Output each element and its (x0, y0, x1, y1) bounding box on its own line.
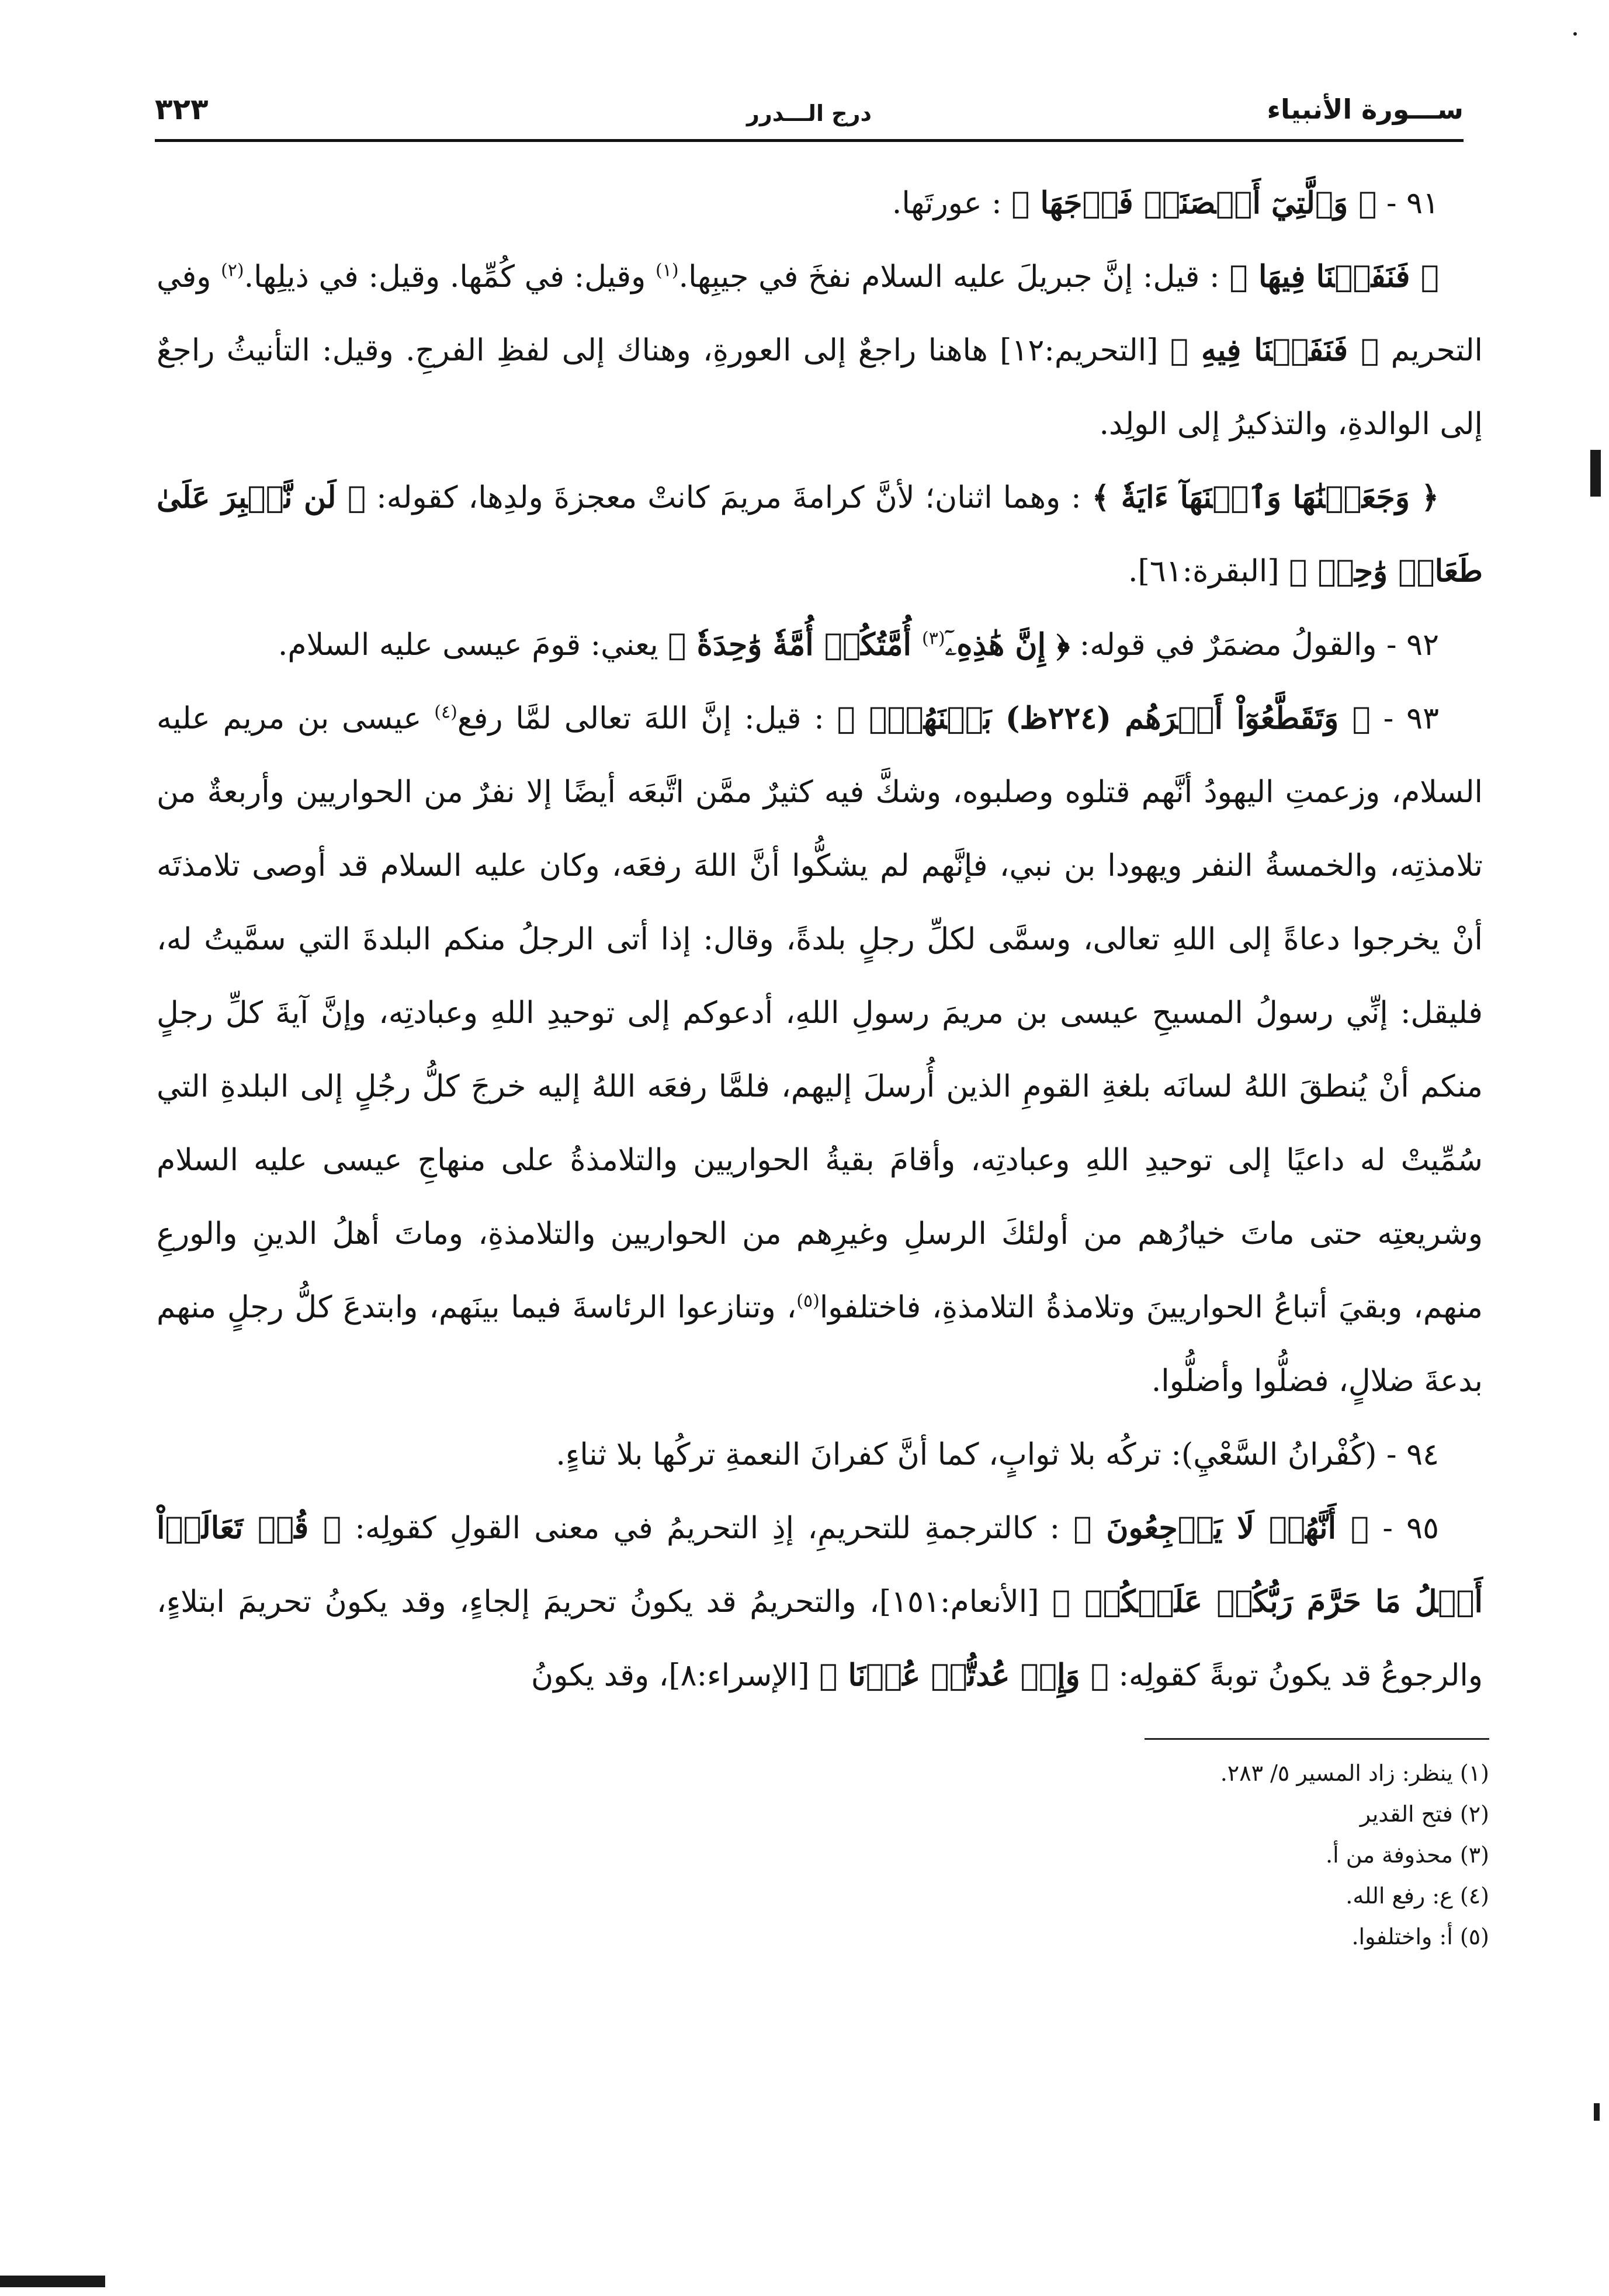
scan-mark-right-edge-lower (1594, 2103, 1600, 2121)
quran-quote: ﴿ فَنَفَخۡنَا فِيهِ ﴾ (1170, 332, 1379, 368)
text-run: ٩٥ - (1369, 1511, 1439, 1546)
text-run: [الإسراء:٨]، وقد يكونُ (531, 1658, 820, 1693)
paragraph (157, 682, 1483, 1418)
footnote-divider (1145, 1738, 1489, 1740)
footnote-marker: (٢) (221, 260, 244, 281)
text-run: ٩٢ - والقولُ مضمَرٌ في قوله: (1070, 627, 1439, 663)
paragraph (157, 1418, 1483, 1492)
text-run: : وهما اثنان؛ لأنَّ كرامةَ مريمَ كانتْ معجزةَ ولدِها، كقوله: (366, 480, 1092, 515)
scan-mark-bottom-left (0, 2276, 105, 2287)
text-run: ٩١ - (1376, 186, 1439, 221)
footnotes (613, 1753, 1489, 1957)
text-run: يعني: قومَ عيسى عليه السلام. (278, 627, 668, 663)
quran-quote: ﴿ إِنَّ هَٰذِهِۦٓ (945, 627, 1070, 663)
text-run: وفي التحريم (157, 259, 1483, 368)
quran-quote: ﴿ فَنَفَخۡنَا فِيهَا ﴾ (1229, 259, 1439, 294)
quran-quote: ﴿ وَإِنۡ عُدتُّمۡ عُدۡنَا ﴾ (819, 1657, 1109, 1693)
text-run: ٩٣ - (1370, 701, 1439, 736)
footnote: (٣) محذوفة من أ. (1326, 1842, 1489, 1868)
header-divider (155, 139, 1464, 142)
footnote: (٤) ع: رفع الله. (1346, 1883, 1489, 1909)
text-run: [البقرة:٦١]. (1128, 554, 1289, 589)
text-run: [التحريم:١٢] هاهنا راجعٌ إلى العورةِ، وهناك إلى لفظِ الفرجِ. وقيل: التأنيثُ راجعٌ إلى الوالدةِ، والتذكيرُ إلى الولِد. (157, 333, 1483, 442)
text-run: : كالترجمةِ للتحريمِ، إذِ التحريمُ في معنى القولِ كقولِه: (341, 1511, 1074, 1546)
text-run: وقيل: في كُمِّها. وقيل: في ذيلِها. (244, 259, 656, 294)
paragraph (157, 608, 1483, 682)
paragraph (157, 167, 1483, 240)
text-run: عيسى بن مريم عليه السلام، وزعمتِ اليهودُ أنَّهم قتلوه وصلبوه، وشكَّ فيه كثيرٌ ممَّن اتَّبعَه أيضًا إلا نفرٌ من الحواريين وأربعةٌ من تلامذتِه، والخمسةُ النفر ويهودا بن نبي، فإنَّهم لم يشكُّوا أنَّ اللهَ رفعَه، وكان عليه السلام قد أوصى تلامذتَه أنْ يخرجوا دعاةً إلى اللهِ تعالى، وسمَّى لكلِّ رجلٍ بلدةً، وقال: إذا أتى الرجلُ منكم البلدةَ التي سمَّيتُ له، فليقل: إنِّي رسولُ المسيحِ عيسى بن مريمَ رسولِ اللهِ، أدعوكم إلى توحيدِ اللهِ وعبادتِه، وإنَّ آيةَ كلِّ رجلٍ منكم أنْ يُنطقَ اللهُ لسانَه بلغةِ القومِ الذين أُرسلَ إليهم، فلمَّا رفعَه اللهُ إليه خرجَ كلُّ رجُلٍ إلى البلدةِ التي سُمِّيتْ له داعيًا إلى توحيدِ اللهِ وعبادتِه، وأقامَ بقيةُ الحواريين والتلامذةُ على منهاجِ عيسى عليه السلام وشريعتِه حتى ماتَ خيارُهم من أولئكَ الرسلِ وغيرِهم من الحواريين والتلامذةِ، وماتَ أهلُ الدينِ والورعِ منهم، وبقيَ أتباعُ الحواريينَ وتلامذةُ التلامذةِ، فاختلفوا (157, 701, 1483, 1325)
page-header (155, 88, 1464, 140)
footnote: (٢) فتح القدير (1360, 1801, 1489, 1827)
text-run: [الأنعام:١٥١]، والتحريمُ قد يكونُ تحريمَ إلجاءٍ، وقد يكونُ تحريمَ ابتلاءٍ، والرجوعُ قد يكونُ توبةً كقولِه: (157, 1584, 1483, 1693)
paragraph (157, 240, 1483, 461)
footnote: (١) ينظر: زاد المسير ٥/ ٢٨٣. (1220, 1760, 1489, 1786)
text-run: ، وتنازعوا الرئاسةَ فيما بينَهم، وابتدعَ كلُّ رجلٍ منهم بدعةَ ضلالٍ، فضلُّوا وأضلُّوا. (157, 1290, 1483, 1399)
book-title: درج الـــدرر (747, 100, 872, 126)
scan-mark-right-edge (1590, 450, 1601, 497)
quran-quote: ﴿ لَن نَّصۡبِرَ عَلَىٰ طَعَامٖ وَٰحِدٖ ﴾ (157, 480, 1483, 589)
text-run: : قيل: إنَّ جبريلَ عليه السلام نفخَ في جيبِها. (678, 259, 1230, 294)
footnote: (٥) أ: واختلفوا. (1351, 1924, 1489, 1950)
footnote-marker: (٤) (434, 702, 457, 723)
quran-quote: ﴿ أَنَّهُمۡ لَا يَرۡجِعُونَ ﴾ (1073, 1510, 1369, 1546)
footnote-marker: (٣) (922, 628, 945, 649)
surah-title: ســـورة الأنبياء (1267, 93, 1464, 125)
footnote-marker: (١) (656, 260, 679, 281)
text-run: : قيل: إنَّ اللهَ تعالى لمَّا رفع (457, 701, 837, 736)
paragraph (157, 461, 1483, 608)
main-text (157, 167, 1483, 1712)
scan-mark-top-right (1573, 32, 1577, 36)
quran-quote: ﴿ وَٱلَّتِيٓ أَحۡصَنَتۡ فَرۡجَهَا ﴾ (1011, 185, 1377, 221)
quran-quote: أُمَّتُكُمۡ أُمَّةٗ وَٰحِدَةٗ ﴾ (668, 627, 922, 663)
quran-quote: ﴿ قُلۡ تَعَالَوۡاْ أَتۡلُ مَا حَرَّمَ رَبُّكُمۡ عَلَيۡكُمۡ ﴾ (157, 1510, 1483, 1619)
paragraph (157, 1492, 1483, 1712)
quran-quote: ﴿ وَجَعَلۡنَٰهَا وَٱبۡنَهَآ ءَايَةٗ ﴾ (1091, 480, 1439, 515)
text-run: ٩٤ - (كُفْرانُ السَّعْيِ): تركُه بلا ثوابٍ، كما أنَّ كفرانَ النعمةِ تركُها بلا ثناءٍ. (556, 1437, 1439, 1472)
text-run: : عورتَها. (892, 186, 1012, 221)
page-number: ٣٢٣ (155, 92, 209, 126)
footnote-marker: (٥) (796, 1291, 820, 1312)
quran-quote: ﴿ وَتَقَطَّعُوٓاْ أَمۡرَهُم (٢٢٤ظ) بَيۡنَهُمۡۖ ﴾ (837, 700, 1371, 736)
